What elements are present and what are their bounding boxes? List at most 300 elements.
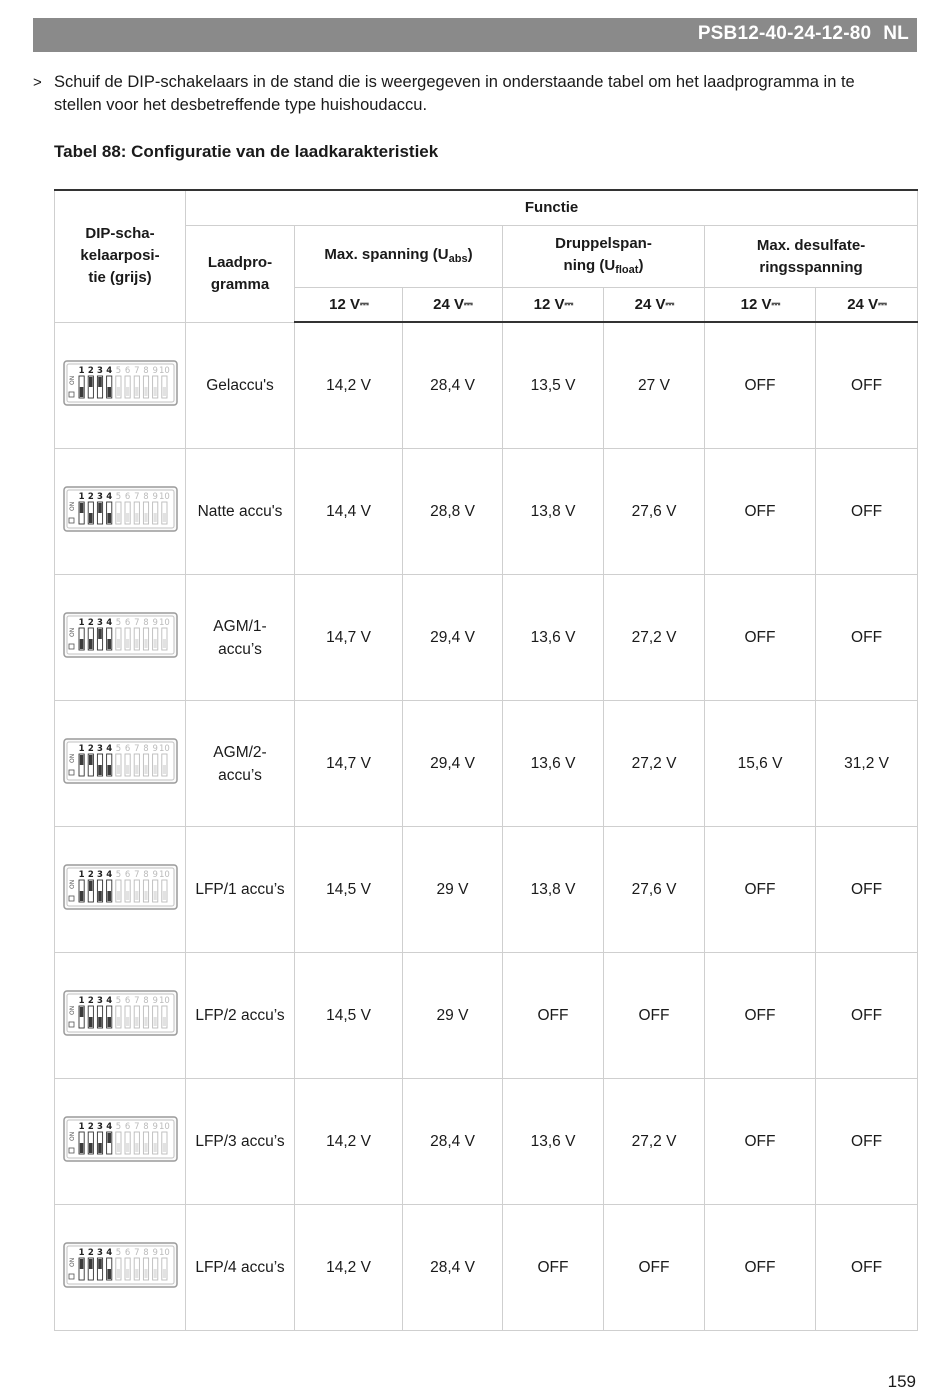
program-label: Gelaccu's xyxy=(206,376,274,394)
program-label: LFP/4 accu’s xyxy=(195,1259,285,1276)
dip-toggle xyxy=(89,1143,93,1153)
dip-number: 6 xyxy=(124,618,130,628)
dip-toggle xyxy=(144,1143,147,1152)
dip-toggle xyxy=(116,891,119,900)
page-number: 159 xyxy=(887,1372,916,1391)
dip-toggle xyxy=(79,1007,83,1017)
dip-toggle xyxy=(126,639,129,648)
desulf24-cell: OFF xyxy=(816,1079,918,1205)
dip-number: 2 xyxy=(87,744,94,754)
dip-switch-svg xyxy=(63,486,178,532)
dip-toggle xyxy=(135,1143,138,1152)
header-12v xyxy=(503,288,604,323)
float24-cell: 27,6 V xyxy=(604,827,705,953)
instruction-text: Schuif de DIP-schakelaars in de stand die is weergegeven in onderstaande tabel om het laadprogramma in te stellen voor het desbetreffende type huishoudaccu. xyxy=(54,73,855,114)
dip-toggle xyxy=(162,1269,165,1278)
desulf12-cell: OFF xyxy=(705,322,816,449)
program-cell xyxy=(186,575,295,701)
dip-toggle xyxy=(126,1269,129,1278)
dip-toggle xyxy=(162,513,165,522)
dip-number: 7 xyxy=(133,492,140,502)
dip-toggle xyxy=(153,1143,156,1152)
dip-number: 3 xyxy=(96,618,103,628)
dip-toggle xyxy=(153,513,156,522)
dip-number: 4 xyxy=(105,870,112,880)
dip-number: 5 xyxy=(115,870,121,880)
dip-on-label: ON xyxy=(68,1005,76,1015)
dc-icon: ⎓ xyxy=(878,298,886,310)
desulf12-cell: OFF xyxy=(705,1205,816,1331)
dip-number: 5 xyxy=(115,744,121,754)
dip-toggle xyxy=(153,1269,156,1278)
dip-number: 2 xyxy=(87,1122,94,1132)
dip-toggle xyxy=(162,1143,165,1152)
header-max-spanning: Max. spanning $(U_{abs})$ xyxy=(295,226,503,288)
dip-number: 2 xyxy=(87,365,94,376)
dip-toggle xyxy=(153,639,156,648)
dip-toggle xyxy=(126,387,129,396)
abs24-cell: 29 V xyxy=(403,953,503,1079)
dip-switch-icon xyxy=(63,360,178,411)
dip-number: 9 xyxy=(151,870,158,880)
dip-toggle xyxy=(79,755,83,765)
dip-switch-icon xyxy=(63,1116,178,1167)
dip-switch-icon xyxy=(63,990,178,1041)
dip-toggle xyxy=(98,377,102,387)
dip-toggle xyxy=(153,891,156,900)
dc-icon: ⎓ xyxy=(360,298,368,310)
dip-toggle xyxy=(116,1143,119,1152)
dip-toggle xyxy=(116,639,119,648)
dip-number: 8 xyxy=(142,744,149,754)
dip-toggle xyxy=(135,1017,138,1026)
dip-switch-svg xyxy=(63,360,178,406)
dip-toggle xyxy=(162,387,165,396)
config-table xyxy=(54,189,918,1331)
dip-toggle xyxy=(116,765,119,774)
dip-toggle xyxy=(107,1017,111,1027)
voltage-label: 12 V xyxy=(533,296,565,313)
dip-toggle xyxy=(107,1269,111,1279)
abs24-cell: 28,4 V xyxy=(403,1079,503,1205)
dip-cell xyxy=(55,827,186,953)
dip-number: 3 xyxy=(96,996,103,1006)
dip-on-label: ON xyxy=(68,627,76,637)
abs24-cell: 28,4 V xyxy=(403,322,503,449)
dip-toggle xyxy=(116,1269,119,1278)
dip-switch-svg xyxy=(63,612,178,658)
dip-toggle xyxy=(98,629,102,639)
dip-toggle xyxy=(126,513,129,522)
abs24-cell: 28,4 V xyxy=(403,1205,503,1331)
voltage-label: 24 V xyxy=(433,296,465,313)
dip-toggle xyxy=(162,765,165,774)
desulf12-cell: OFF xyxy=(705,827,816,953)
dip-number: 7 xyxy=(133,996,140,1006)
abs24-cell: 29,4 V xyxy=(403,701,503,827)
dip-number: 10 xyxy=(158,870,170,880)
dip-cell xyxy=(55,953,186,1079)
table-row xyxy=(55,575,918,701)
dip-number: 5 xyxy=(115,365,121,376)
dip-on-label: ON xyxy=(68,879,76,889)
dip-toggle xyxy=(153,765,156,774)
dip-number: 5 xyxy=(115,492,121,502)
program-label: LFP/3 accu’s xyxy=(195,1133,285,1150)
dip-toggle xyxy=(89,881,93,891)
dip-number: 8 xyxy=(142,1248,149,1258)
dip-number: 6 xyxy=(124,744,130,754)
dip-toggle xyxy=(107,765,111,775)
desulf12-cell: OFF xyxy=(705,449,816,575)
header-24v xyxy=(816,288,918,323)
dip-number: 4 xyxy=(105,996,112,1006)
dip-number: 1 xyxy=(78,744,85,754)
dip-number: 1 xyxy=(78,870,85,880)
dip-number: 6 xyxy=(124,996,130,1006)
dip-number: 8 xyxy=(142,1122,149,1132)
voltage-label: 24 V xyxy=(847,296,879,313)
header-dip-label: DIP-scha- kelaarposi- tie (grijs) xyxy=(80,225,160,287)
dip-number: 7 xyxy=(133,1248,140,1258)
header-text xyxy=(698,23,909,45)
dip-on-label: ON xyxy=(68,753,76,763)
dip-number: 8 xyxy=(142,996,149,1006)
table-row xyxy=(55,1205,918,1331)
dip-number: 2 xyxy=(87,618,94,628)
abs12-cell: 14,5 V xyxy=(295,827,403,953)
dip-number: 5 xyxy=(115,1122,121,1132)
float24-cell: 27,2 V xyxy=(604,1079,705,1205)
dip-number: 10 xyxy=(158,365,170,376)
dip-number: 8 xyxy=(142,492,149,502)
dip-on-label: ON xyxy=(68,1257,76,1267)
dip-number: 10 xyxy=(158,1122,170,1132)
dip-number: 10 xyxy=(158,744,170,754)
dip-toggle xyxy=(107,639,111,649)
dip-cell xyxy=(55,322,186,449)
dip-toggle xyxy=(89,755,93,765)
dip-number: 1 xyxy=(78,618,85,628)
program-cell xyxy=(186,827,295,953)
dip-toggle xyxy=(144,513,147,522)
header-program xyxy=(186,226,295,323)
dip-toggle xyxy=(135,1269,138,1278)
dip-number: 6 xyxy=(124,365,130,376)
dip-switch-svg xyxy=(63,990,178,1036)
dip-number: 6 xyxy=(124,1248,130,1258)
dip-toggle xyxy=(162,1017,165,1026)
dip-number: 4 xyxy=(105,365,112,376)
dip-toggle xyxy=(126,1143,129,1152)
float24-cell: 27,6 V xyxy=(604,449,705,575)
desulf12-cell: OFF xyxy=(705,1079,816,1205)
dip-toggle xyxy=(135,891,138,900)
dip-toggle xyxy=(98,765,102,775)
abs24-cell: 28,8 V xyxy=(403,449,503,575)
dip-switch-icon xyxy=(63,1242,178,1293)
table-row xyxy=(55,322,918,449)
float12-cell: 13,5 V xyxy=(503,322,604,449)
dip-number: 3 xyxy=(96,492,103,502)
dip-number: 3 xyxy=(96,744,103,754)
dip-toggle xyxy=(107,513,111,523)
dc-icon: ⎓ xyxy=(771,298,780,310)
header-12v xyxy=(295,288,403,323)
dip-cell xyxy=(55,449,186,575)
dip-number: 7 xyxy=(133,870,140,880)
dip-toggle xyxy=(89,1017,93,1027)
dip-switch-icon xyxy=(63,486,178,537)
dip-number: 3 xyxy=(96,365,103,376)
dip-toggle xyxy=(162,639,165,648)
dip-toggle xyxy=(89,377,93,387)
program-cell xyxy=(186,449,295,575)
header-24v xyxy=(604,288,705,323)
desulf-label: Max. desulfate- ringsspanning xyxy=(756,236,866,276)
dip-number: 7 xyxy=(133,618,140,628)
dip-switch-icon xyxy=(63,864,178,915)
desulf24-cell: OFF xyxy=(816,953,918,1079)
dip-toggle xyxy=(144,891,147,900)
dip-number: 8 xyxy=(142,870,149,880)
desulf24-cell: OFF xyxy=(816,449,918,575)
dip-cell xyxy=(55,1205,186,1331)
dip-toggle xyxy=(89,639,93,649)
dip-number: 5 xyxy=(115,618,121,628)
dip-toggle xyxy=(144,387,147,396)
dip-toggle xyxy=(135,387,138,396)
dip-number: 9 xyxy=(151,492,158,502)
druppel-line1: Druppelspan- xyxy=(555,234,652,252)
voltage-label: 12 V xyxy=(329,296,361,313)
dip-toggle xyxy=(98,503,102,513)
float12-cell: OFF xyxy=(503,1205,604,1331)
dip-switch-svg xyxy=(63,1116,178,1162)
dip-toggle xyxy=(107,891,111,901)
dc-icon: ⎓ xyxy=(564,298,573,310)
dip-number: 8 xyxy=(142,365,149,376)
dip-number: 9 xyxy=(151,365,158,376)
dip-toggle xyxy=(107,1133,111,1143)
dip-toggle xyxy=(116,1017,119,1026)
dip-toggle xyxy=(79,1259,83,1269)
dip-number: 7 xyxy=(133,365,140,376)
dip-toggle xyxy=(144,1017,147,1026)
dip-number: 9 xyxy=(151,1122,158,1132)
voltage-label: 24 V xyxy=(634,296,666,313)
dip-toggle xyxy=(126,891,129,900)
abs12-cell: 14,2 V xyxy=(295,322,403,449)
dip-toggle xyxy=(144,1269,147,1278)
float12-cell: 13,8 V xyxy=(503,827,604,953)
float24-cell: OFF xyxy=(604,953,705,1079)
abs12-cell: 14,7 V xyxy=(295,701,403,827)
abs-subscript: abs xyxy=(448,252,468,265)
abs24-cell: 29,4 V xyxy=(403,575,503,701)
float12-cell: 13,6 V xyxy=(503,701,604,827)
dip-number: 10 xyxy=(158,1248,170,1258)
dip-number: 1 xyxy=(78,1248,85,1258)
float12-cell: OFF xyxy=(503,953,604,1079)
desulf24-cell: OFF xyxy=(816,827,918,953)
dip-toggle xyxy=(107,387,111,397)
desulf24-cell: OFF xyxy=(816,575,918,701)
dip-toggle xyxy=(162,891,165,900)
dip-cell xyxy=(55,701,186,827)
abs24-cell: 29 V xyxy=(403,827,503,953)
dip-number: 1 xyxy=(78,492,85,502)
abs12-cell: 14,2 V xyxy=(295,1205,403,1331)
dip-toggle xyxy=(116,387,119,396)
dip-on-label: ON xyxy=(68,375,76,385)
dip-toggle xyxy=(98,1017,102,1027)
dc-icon: ⎓ xyxy=(665,298,674,310)
dip-number: 4 xyxy=(105,1248,112,1258)
dip-toggle xyxy=(89,513,93,523)
dip-cell xyxy=(55,575,186,701)
program-label: AGM/1- accu’s xyxy=(213,617,267,658)
header-12v xyxy=(705,288,816,323)
druppel-line2: ning (U xyxy=(563,256,616,274)
dip-toggle xyxy=(126,765,129,774)
dip-number: 1 xyxy=(78,1122,85,1132)
header-bar xyxy=(33,18,917,52)
dip-number: 9 xyxy=(151,744,158,754)
float24-cell: 27,2 V xyxy=(604,575,705,701)
float24-cell: 27,2 V xyxy=(604,701,705,827)
dip-number: 4 xyxy=(105,618,112,628)
dip-number: 9 xyxy=(151,1248,158,1258)
dip-toggle xyxy=(135,765,138,774)
desulf24-cell: OFF xyxy=(816,1205,918,1331)
dip-switch-svg xyxy=(63,864,178,910)
dip-toggle xyxy=(153,387,156,396)
dip-number: 2 xyxy=(87,870,94,880)
float12-cell: 13,6 V xyxy=(503,1079,604,1205)
header-24v xyxy=(403,288,503,323)
float12-cell: 13,8 V xyxy=(503,449,604,575)
header-dip xyxy=(55,190,186,322)
float24-cell: 27 V xyxy=(604,322,705,449)
program-cell xyxy=(186,1079,295,1205)
program-cell xyxy=(186,322,295,449)
dc-icon: ⎓ xyxy=(464,298,472,310)
desulf12-cell: OFF xyxy=(705,953,816,1079)
header-functie: Functie xyxy=(186,190,918,226)
table-row xyxy=(55,449,918,575)
float12-cell: 13,6 V xyxy=(503,575,604,701)
dip-toggle xyxy=(135,513,138,522)
dip-number: 10 xyxy=(158,996,170,1006)
dip-number: 4 xyxy=(105,492,112,502)
dip-number: 2 xyxy=(87,492,94,502)
dip-number: 7 xyxy=(133,1122,140,1132)
dip-toggle xyxy=(144,639,147,648)
dip-toggle xyxy=(144,765,147,774)
program-label: AGM/2- accu’s xyxy=(213,743,267,784)
abs12-cell: 14,5 V xyxy=(295,953,403,1079)
dip-number: 6 xyxy=(124,492,130,502)
dip-switch-icon xyxy=(63,612,178,663)
dip-number: 1 xyxy=(78,365,85,376)
dip-on-label: ON xyxy=(68,501,76,511)
float-subscript: float xyxy=(615,263,639,276)
table-title: Tabel 88: Configuratie van de laadkarakteristiek xyxy=(54,142,439,161)
voltage-label: 12 V xyxy=(740,296,772,313)
dip-toggle xyxy=(98,1143,102,1153)
dip-number: 9 xyxy=(151,618,158,628)
dip-number: 9 xyxy=(151,996,158,1006)
dip-toggle xyxy=(116,513,119,522)
dip-toggle xyxy=(89,1259,93,1269)
dip-toggle xyxy=(79,387,83,397)
dip-number: 6 xyxy=(124,1122,130,1132)
bullet-marker: > xyxy=(33,74,42,91)
header-desulfatering xyxy=(705,226,918,288)
dip-toggle xyxy=(98,891,102,901)
dip-number: 3 xyxy=(96,1248,103,1258)
dip-toggle xyxy=(153,1017,156,1026)
dip-number: 10 xyxy=(158,492,170,502)
desulf12-cell: OFF xyxy=(705,575,816,701)
desulf24-cell: 31,2 V xyxy=(816,701,918,827)
dip-on-label: ON xyxy=(68,1131,76,1141)
dip-number: 2 xyxy=(87,1248,94,1258)
dip-toggle xyxy=(126,1017,129,1026)
dip-number: 10 xyxy=(158,618,170,628)
abs12-cell: 14,4 V xyxy=(295,449,403,575)
dip-number: 8 xyxy=(142,618,149,628)
language-code: NL xyxy=(883,23,909,44)
table-row xyxy=(55,701,918,827)
dip-toggle xyxy=(98,1259,102,1269)
program-cell xyxy=(186,701,295,827)
header-program-label: Laadpro- gramma xyxy=(207,253,273,293)
max-spanning-label: Max. spanning (U xyxy=(324,245,449,263)
abs12-cell: 14,7 V xyxy=(295,575,403,701)
program-label: Natte accu's xyxy=(197,503,283,520)
dip-number: 6 xyxy=(124,870,130,880)
program-cell xyxy=(186,1205,295,1331)
dip-number: 1 xyxy=(78,996,85,1006)
dip-number: 3 xyxy=(96,870,103,880)
dip-number: 5 xyxy=(115,1248,121,1258)
dip-switch-svg xyxy=(63,738,178,784)
dip-toggle xyxy=(79,639,83,649)
dip-number: 4 xyxy=(105,1122,112,1132)
desulf12-cell: 15,6 V xyxy=(705,701,816,827)
dip-number: 7 xyxy=(133,744,140,754)
dip-toggle xyxy=(135,639,138,648)
dip-switch-icon xyxy=(63,738,178,789)
dip-cell xyxy=(55,1079,186,1205)
header-druppelspanning: Druppelspan- ning $(U_{float})$ xyxy=(503,226,705,288)
abs12-cell: 14,2 V xyxy=(295,1079,403,1205)
table-row xyxy=(55,827,918,953)
dip-number: 4 xyxy=(105,744,112,754)
table-row xyxy=(55,1079,918,1205)
program-label: LFP/1 accu’s xyxy=(195,881,285,898)
dip-number: 5 xyxy=(115,996,121,1006)
dip-toggle xyxy=(79,1143,83,1153)
dip-toggle xyxy=(79,503,83,513)
dip-toggle xyxy=(79,891,83,901)
dip-number: 3 xyxy=(96,1122,103,1132)
table-row xyxy=(55,953,918,1079)
program-label: LFP/2 accu’s xyxy=(195,1007,285,1024)
instruction xyxy=(33,71,903,117)
